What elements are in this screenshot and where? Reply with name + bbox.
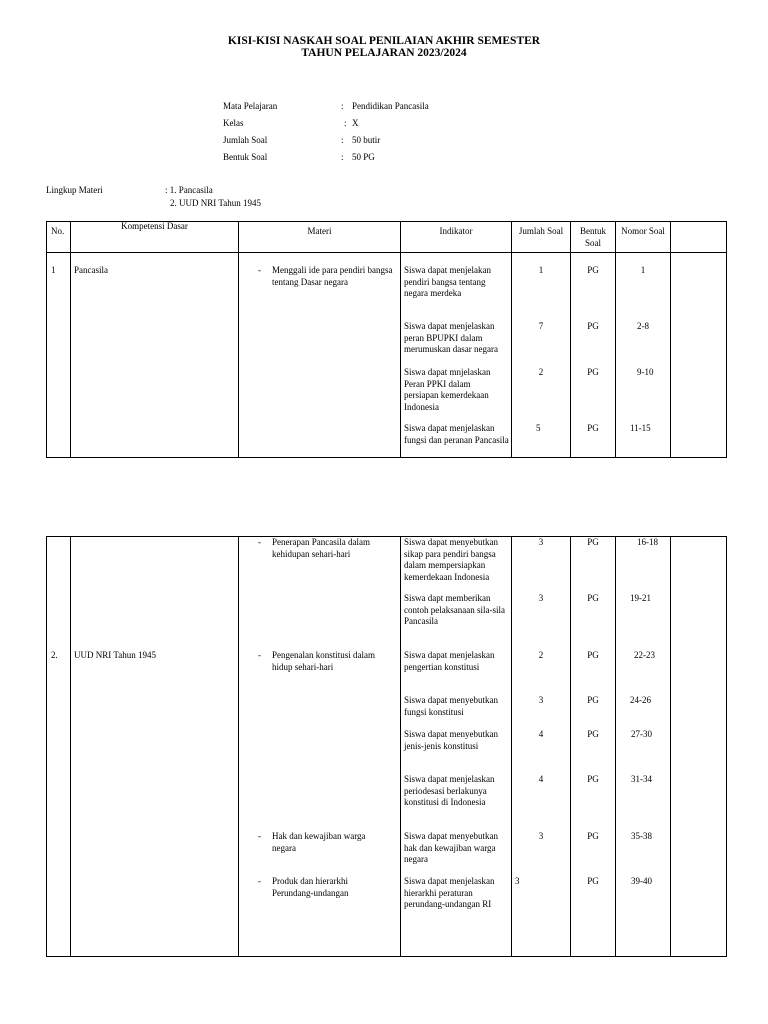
indikator-text: Siswa dapat menjelaskan fungsi dan peranan Pancasila — [404, 423, 509, 445]
nomor-soal: 9-10 — [637, 367, 654, 377]
indikator-text: Siswa dapat menjelaskan hierarkhi peraturan perundang-undangan RI — [404, 876, 495, 909]
nomor-soal: 11-15 — [630, 423, 651, 433]
jumlah-soal: 4 — [538, 774, 544, 784]
bullet-dash: - — [258, 265, 261, 275]
indikator-text: Siswa dapat menjelaskan periodesasi berlakunya konstitusi di Indonesia — [404, 774, 495, 807]
indikator-text: Siswa dapat menjelakan pendiri bangsa tentang negara merdeka — [404, 265, 491, 298]
info-label: Mata Pelajaran — [223, 101, 278, 111]
bentuk-soal: PG — [587, 321, 599, 331]
nomor-soal: 16-18 — [637, 537, 658, 547]
bentuk-soal: PG — [587, 650, 599, 660]
info-value: 50 butir — [352, 135, 381, 145]
info-label: Jumlah Soal — [223, 135, 268, 145]
jumlah-soal: 4 — [538, 729, 544, 739]
lingkup-item: : 1. Pancasila — [165, 185, 213, 195]
bentuk-soal: PG — [587, 367, 599, 377]
header-jumlah-soal: Jumlah Soal — [518, 226, 564, 236]
jumlah-soal: 3 — [538, 593, 544, 603]
header-no: No. — [51, 226, 65, 236]
info-value: X — [352, 118, 359, 128]
header-indikator: Indikator — [439, 226, 473, 236]
nomor-soal: 22-23 — [634, 650, 655, 660]
jumlah-soal: 3 — [538, 831, 544, 841]
bullet-dash: - — [258, 831, 261, 841]
materi-text: Hak dan kewajiban warga negara — [272, 831, 366, 853]
jumlah-soal: 3 — [538, 695, 544, 705]
jumlah-soal: 5 — [536, 423, 541, 433]
header-materi: Materi — [307, 226, 332, 236]
bullet-dash: - — [258, 876, 261, 886]
table-row — [47, 537, 727, 957]
materi-text: Penerapan Pancasila dalam kehidupan sehari-hari — [272, 537, 370, 559]
bentuk-soal: PG — [587, 695, 599, 705]
materi-text: Menggali ide para pendiri bangsa tentang Dasar negara — [272, 265, 393, 287]
jumlah-soal: 2 — [538, 367, 544, 377]
document-subtitle: TAHUN PELAJARAN 2023/2024 — [301, 47, 467, 59]
bentuk-soal: PG — [587, 423, 599, 433]
lingkup-label: Lingkup Materi — [46, 185, 103, 195]
info-label: Bentuk Soal — [223, 152, 268, 162]
lingkup-item: 2. UUD NRI Tahun 1945 — [170, 198, 261, 208]
table-row — [47, 253, 727, 458]
indikator-text: Siswa dapat menyebutkan jenis-jenis konstitusi — [404, 729, 498, 751]
bentuk-soal: PG — [587, 729, 599, 739]
nomor-soal: 39-40 — [631, 876, 652, 886]
nomor-soal: 24-26 — [630, 695, 651, 705]
kompetensi-dasar: UUD NRI Tahun 1945 — [74, 650, 156, 660]
info-sep: : — [341, 101, 344, 111]
kisi-table-2 — [46, 536, 727, 957]
info-sep: : — [344, 118, 347, 128]
nomor-soal: 1 — [640, 265, 646, 275]
header-nomor-soal: Nomor Soal — [621, 226, 665, 236]
info-sep: : — [341, 152, 344, 162]
row-number: 2. — [51, 650, 58, 660]
indikator-text: Siswa dapt memberikan contoh pelaksanaan sila-sila Pancasila — [404, 593, 505, 626]
bentuk-soal: PG — [587, 774, 599, 784]
info-value: 50 PG — [352, 152, 375, 162]
materi-text: Produk dan hierarkhi Perundang-undangan — [272, 876, 349, 898]
jumlah-soal: 7 — [538, 321, 544, 331]
indikator-text: Siswa dapat menyebutkan hak dan kewajiban warga negara — [404, 831, 498, 864]
indikator-text: Siswa dapat mnjelaskan Peran PPKI dalam persiapan kemerdekaan Indonesia — [404, 367, 491, 412]
bullet-dash: - — [258, 650, 261, 660]
row-number: 1 — [51, 265, 56, 275]
bentuk-soal: PG — [587, 831, 599, 841]
indikator-text: Siswa dapat menyebutkan fungsi konstitusi — [404, 695, 498, 717]
indikator-text: Siswa dapat menyebutkan sikap para pendiri bangsa dalam mempersiapkan kemerdekaan Indonesia — [404, 537, 498, 582]
nomor-soal: 2-8 — [637, 321, 649, 331]
bentuk-soal: PG — [587, 265, 599, 275]
indikator-text: Siswa dapat menjelaskan pengertian konstitusi — [404, 650, 495, 672]
bentuk-soal: PG — [587, 537, 599, 547]
kisi-table-1 — [46, 221, 727, 458]
info-label: Kelas — [223, 118, 244, 128]
table-header-row — [47, 222, 727, 253]
jumlah-soal: 3 — [538, 537, 544, 547]
kompetensi-dasar: Pancasila — [74, 265, 108, 275]
nomor-soal: 19-21 — [630, 593, 651, 603]
jumlah-soal: 2 — [538, 650, 544, 660]
header-kompetensi-dasar: Kompetensi Dasar — [121, 221, 188, 231]
indikator-text: Siswa dapat menjelaskan peran BPUPKI dalam merumuskan dasar negara — [404, 321, 498, 354]
nomor-soal: 31-34 — [631, 774, 652, 784]
info-value: Pendidikan Pancasila — [352, 101, 429, 111]
jumlah-soal: 3 — [515, 876, 520, 886]
bentuk-soal: PG — [587, 876, 599, 886]
nomor-soal: 35-38 — [631, 831, 652, 841]
materi-text: Pengenalan konstitusi dalam hidup sehari-hari — [272, 650, 375, 672]
bentuk-soal: PG — [587, 593, 599, 603]
document-title: KISI-KISI NASKAH SOAL PENILAIAN AKHIR SEMESTER — [227, 35, 541, 47]
info-sep: : — [341, 135, 344, 145]
bullet-dash: - — [258, 537, 261, 547]
nomor-soal: 27-30 — [631, 729, 652, 739]
header-bentuk-soal: Bentuk Soal — [580, 226, 606, 248]
jumlah-soal: 1 — [538, 265, 544, 275]
